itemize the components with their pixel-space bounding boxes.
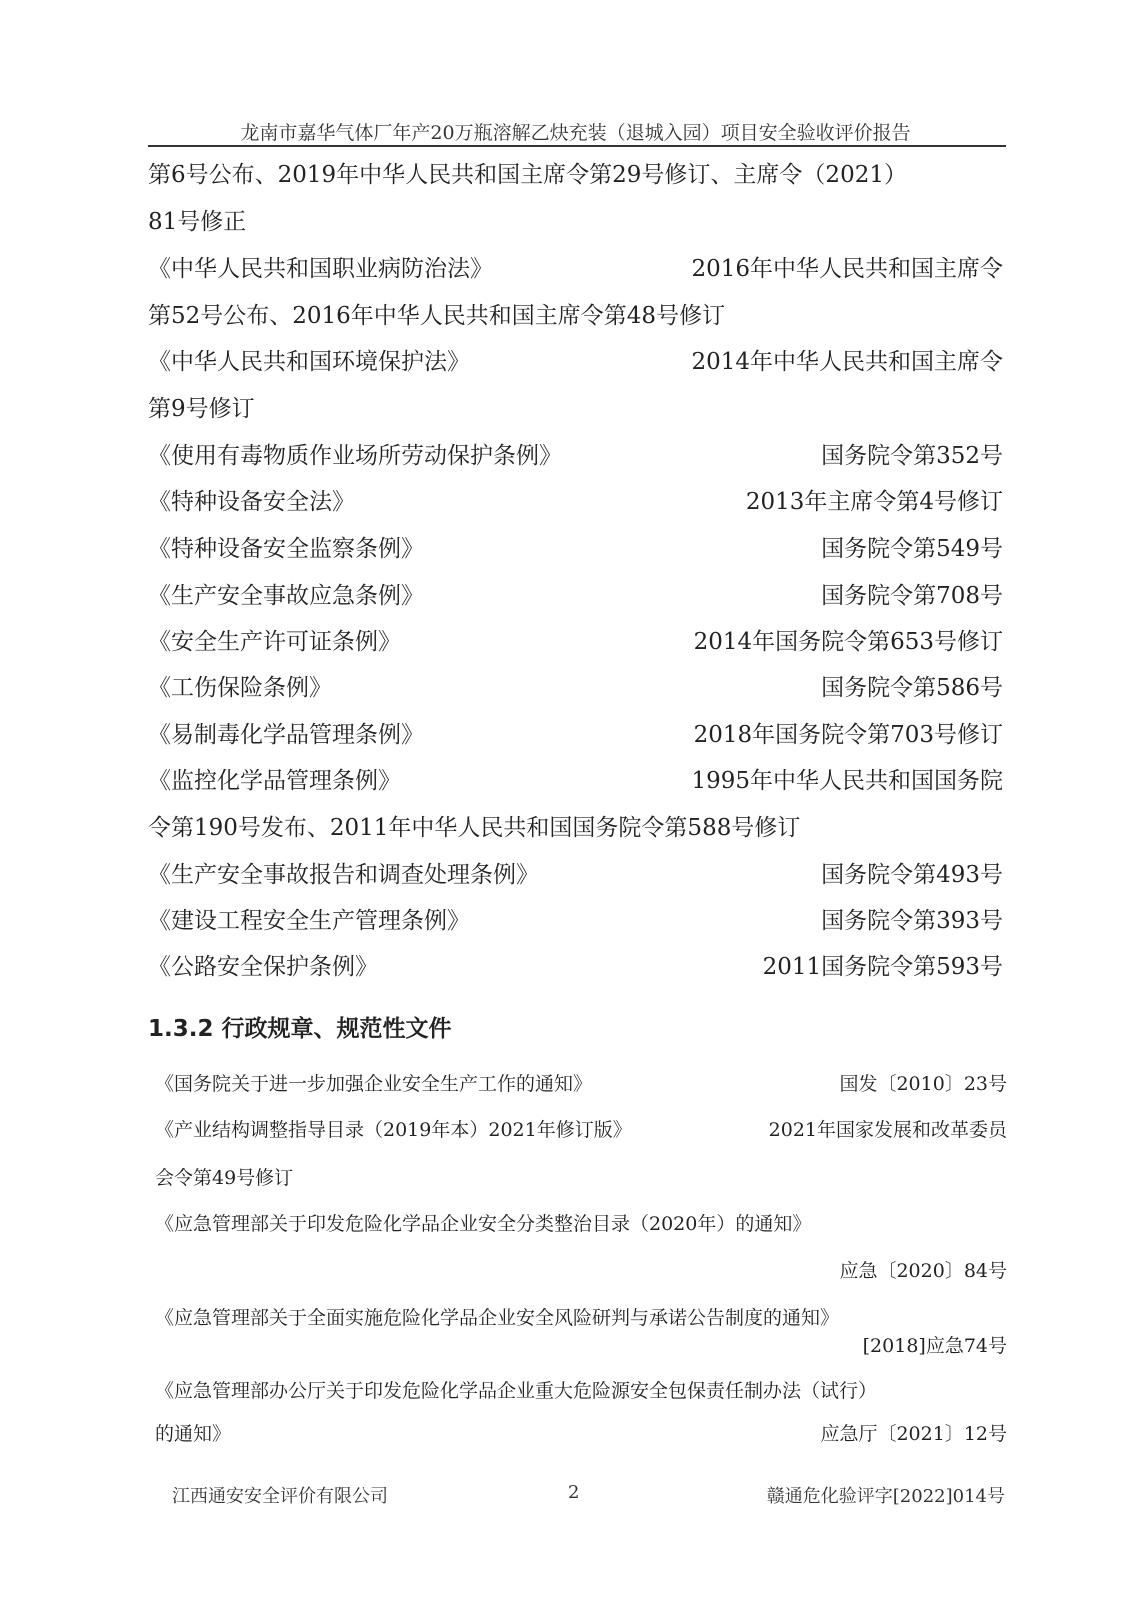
line-title: 81号修正: [148, 209, 247, 235]
document-line: [148, 533, 1003, 565]
line-title: 第52号公布、2016年中华人民共和国主席令第48号修订: [148, 303, 726, 329]
line-title: 《中华人民共和国环境保护法》: [148, 349, 470, 375]
line-reference: [2018]应急74号: [862, 1335, 1007, 1357]
line-reference: 国务院令第352号: [821, 443, 1003, 469]
line-title: 《公路安全保护条例》: [148, 954, 378, 980]
line-title: 《安全生产许可证条例》: [148, 629, 401, 655]
line-title: 第6号公布、2019年中华人民共和国主席令第29号修订、主席令（2021）: [148, 162, 907, 188]
line-title: 《使用有毒物质作业场所劳动保护条例》: [148, 443, 562, 469]
document-line: [148, 206, 1003, 238]
header-divider: [148, 145, 1006, 147]
document-line: [148, 440, 1003, 472]
line-reference: 国务院令第549号: [821, 536, 1003, 562]
document-line: [148, 300, 1003, 332]
document-line: [155, 1375, 1007, 1407]
line-title: 会令第49号修订: [155, 1167, 294, 1189]
document-line: [155, 1162, 1007, 1194]
line-title: 《应急管理部关于印发危险化学品企业安全分类整治目录（2020年）的通知》: [155, 1213, 812, 1235]
line-title: 《生产安全事故应急条例》: [148, 583, 424, 609]
line-title: 《特种设备安全法》: [148, 489, 355, 515]
line-reference: 2018年国务院令第703号修订: [693, 722, 1003, 748]
line-title: 《产业结构调整指导目录（2019年本）2021年修订版》: [155, 1119, 632, 1141]
line-reference: 国务院令第493号: [821, 862, 1003, 888]
line-reference: 国发〔2010〕23号: [839, 1073, 1007, 1095]
document-line: [148, 812, 1003, 844]
document-line: [148, 672, 1003, 704]
document-line: [155, 1208, 1007, 1240]
footer-company: 江西通安安全评价有限公司: [172, 1486, 388, 1507]
line-reference: 应急厅〔2021〕12号: [820, 1423, 1007, 1445]
line-reference: 国务院令第393号: [821, 908, 1003, 934]
line-reference: 1995年中华人民共和国国务院: [691, 768, 1003, 794]
footer-doc-number: 赣通危化验评字[2022]014号: [766, 1486, 1005, 1507]
document-line: [148, 393, 1003, 425]
document-line: [148, 859, 1003, 891]
document-line: [148, 951, 1003, 983]
document-line: [148, 905, 1003, 937]
footer-page-number: 2: [568, 1482, 580, 1503]
line-reference: 国务院令第586号: [821, 675, 1003, 701]
line-reference: 2021年国家发展和改革委员: [768, 1119, 1007, 1141]
line-reference: 应急〔2020〕84号: [839, 1260, 1007, 1282]
line-title: 第9号修订: [148, 396, 255, 422]
document-line: [148, 346, 1003, 378]
line-reference: 2014年中华人民共和国主席令: [691, 349, 1003, 375]
document-line: [155, 1418, 1007, 1450]
line-reference: 2011国务院令第593号: [762, 954, 1003, 980]
document-line: [155, 1255, 1007, 1287]
line-reference: 2013年主席令第4号修订: [745, 489, 1003, 515]
section-heading: 1.3.2 行政规章、规范性文件: [148, 1016, 452, 1042]
line-title: 的通知》: [155, 1423, 232, 1445]
document-line: [148, 486, 1003, 518]
running-header: 龙南市嘉华气体厂年产20万瓶溶解乙炔充装（退城入园）项目安全验收评价报告: [240, 122, 911, 144]
document-line: [155, 1114, 1007, 1146]
line-title: 令第190号发布、2011年中华人民共和国国务院令第588号修订: [148, 815, 801, 841]
line-title: 《易制毒化学品管理条例》: [148, 722, 424, 748]
line-reference: 国务院令第708号: [821, 583, 1003, 609]
line-title: 《应急管理部办公厅关于印发危险化学品企业重大危险源安全包保责任制办法（试行）: [155, 1380, 878, 1402]
line-title: 《建设工程安全生产管理条例》: [148, 908, 470, 934]
document-line: [148, 159, 1003, 191]
line-title: 《生产安全事故报告和调查处理条例》: [148, 862, 539, 888]
line-title: 《国务院关于进一步加强企业安全生产工作的通知》: [155, 1073, 593, 1095]
line-title: 《特种设备安全监察条例》: [148, 536, 424, 562]
line-reference: 2016年中华人民共和国主席令: [691, 256, 1003, 282]
line-title: 《应急管理部关于全面实施危险化学品企业安全风险研判与承诺公告制度的通知》: [155, 1307, 840, 1329]
line-reference: 2014年国务院令第653号修订: [693, 629, 1003, 655]
line-title: 《中华人民共和国职业病防治法》: [148, 256, 493, 282]
line-title: 《监控化学品管理条例》: [148, 768, 401, 794]
document-line: [148, 580, 1003, 612]
document-line: [148, 626, 1003, 658]
document-line: [155, 1068, 1007, 1100]
document-line: [155, 1330, 1007, 1362]
document-line: [148, 765, 1003, 797]
document-line: [148, 253, 1003, 285]
line-title: 《工伤保险条例》: [148, 675, 332, 701]
document-line: [148, 719, 1003, 751]
